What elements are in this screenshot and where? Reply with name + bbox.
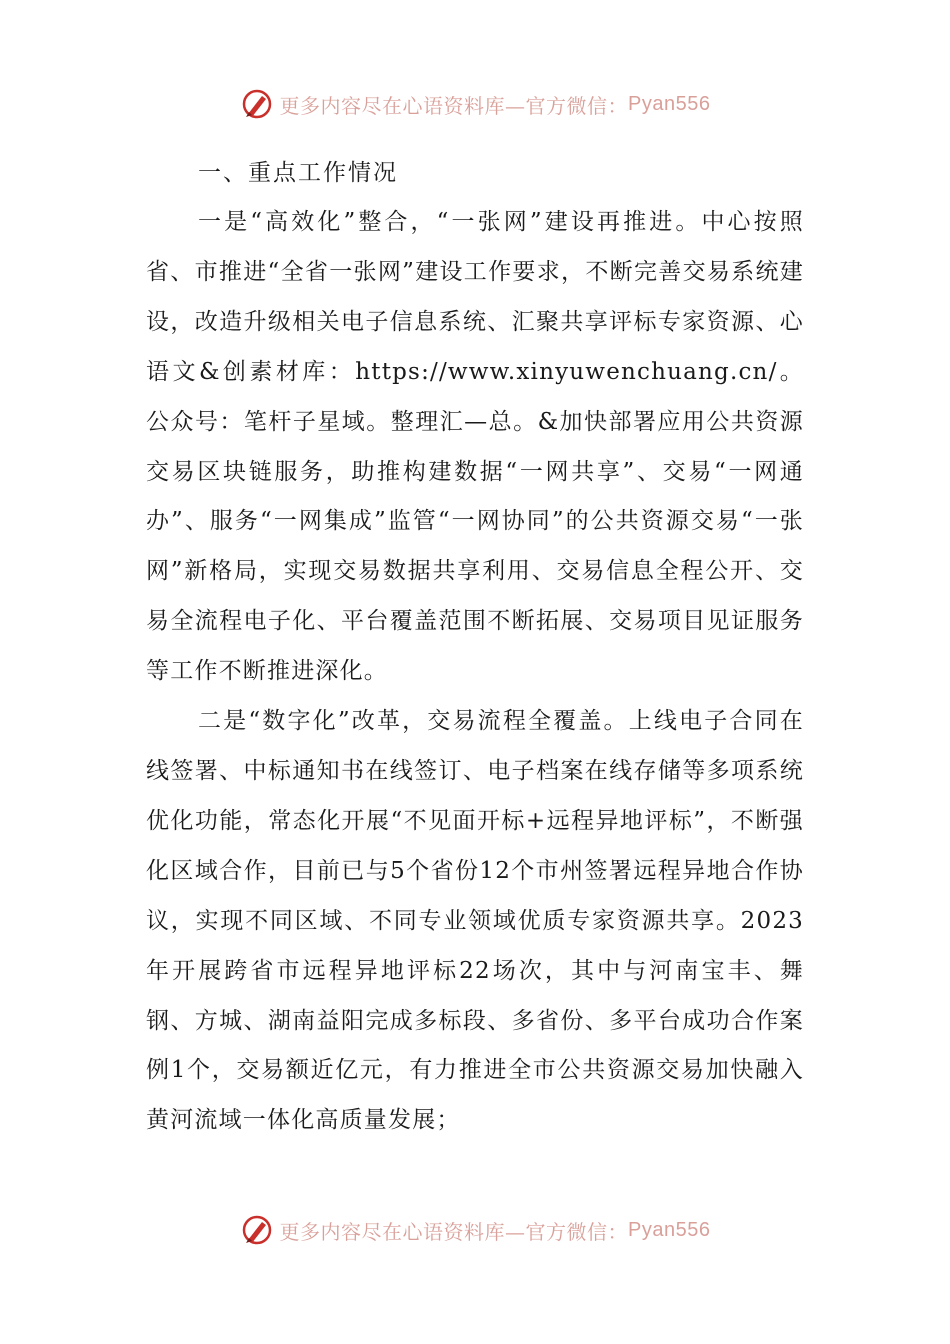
watermark-text: 更多内容尽在心语资料库—官方微信：	[279, 93, 629, 118]
header-watermark	[0, 84, 950, 124]
watermark-wechat-id: Pyan556	[628, 92, 711, 115]
document-body	[146, 148, 804, 1146]
paragraph-2: 二是“数字化”改革，交易流程全覆盖。上线电子合同在线签署、中标通知书在线签订、电子档案在线存储等多项系统优化功能，常态化开展“不见面开标+远程异地评标”，不断强化区域合作，目前已与5个省份12个市州签署远程异地合作协议，实现不同区域、不同专业领域优质专家资源共享。2023年开展跨省市远程异地评标22场次，其中与河南宝丰、舞钢、方城、湖南益阳完成多标段、多省份、多平台成功合作案例1个，交易额近亿元，有力推进全市公共资源交易加快融入黄河流域一体化高质量发展；	[146, 708, 804, 1134]
watermark-text: 更多内容尽在心语资料库—官方微信：	[279, 1219, 629, 1244]
section-heading: 一、重点工作情况	[198, 160, 398, 186]
paragraph-1: 一是“高效化”整合，“一张网”建设再推进。中心按照省、市推进“全省一张网”建设工作要求，不断完善交易系统建设，改造升级相关电子信息系统、汇聚共享评标专家资源、心语文&创素材库：https://www.xinyuwenchuang.cn/。公众号：笔杆子星域。整理汇—总。&加快部署应用公共资源交易区块链服务，助推构建数据“一网共享”、交易“一网通办”、服务“一网集成”监管“一网协同”的公共资源交易“一张网”新格局，实现交易数据共享利用、交易信息全程公开、交易全流程电子化、平台覆盖范围不断拓展、交易项目见证服务等工作不断推进深化。	[146, 209, 804, 685]
pen-logo-icon	[240, 87, 274, 121]
footer-watermark	[0, 1210, 950, 1250]
watermark-wechat-id: Pyan556	[628, 1218, 711, 1241]
pen-logo-icon	[240, 1213, 274, 1247]
